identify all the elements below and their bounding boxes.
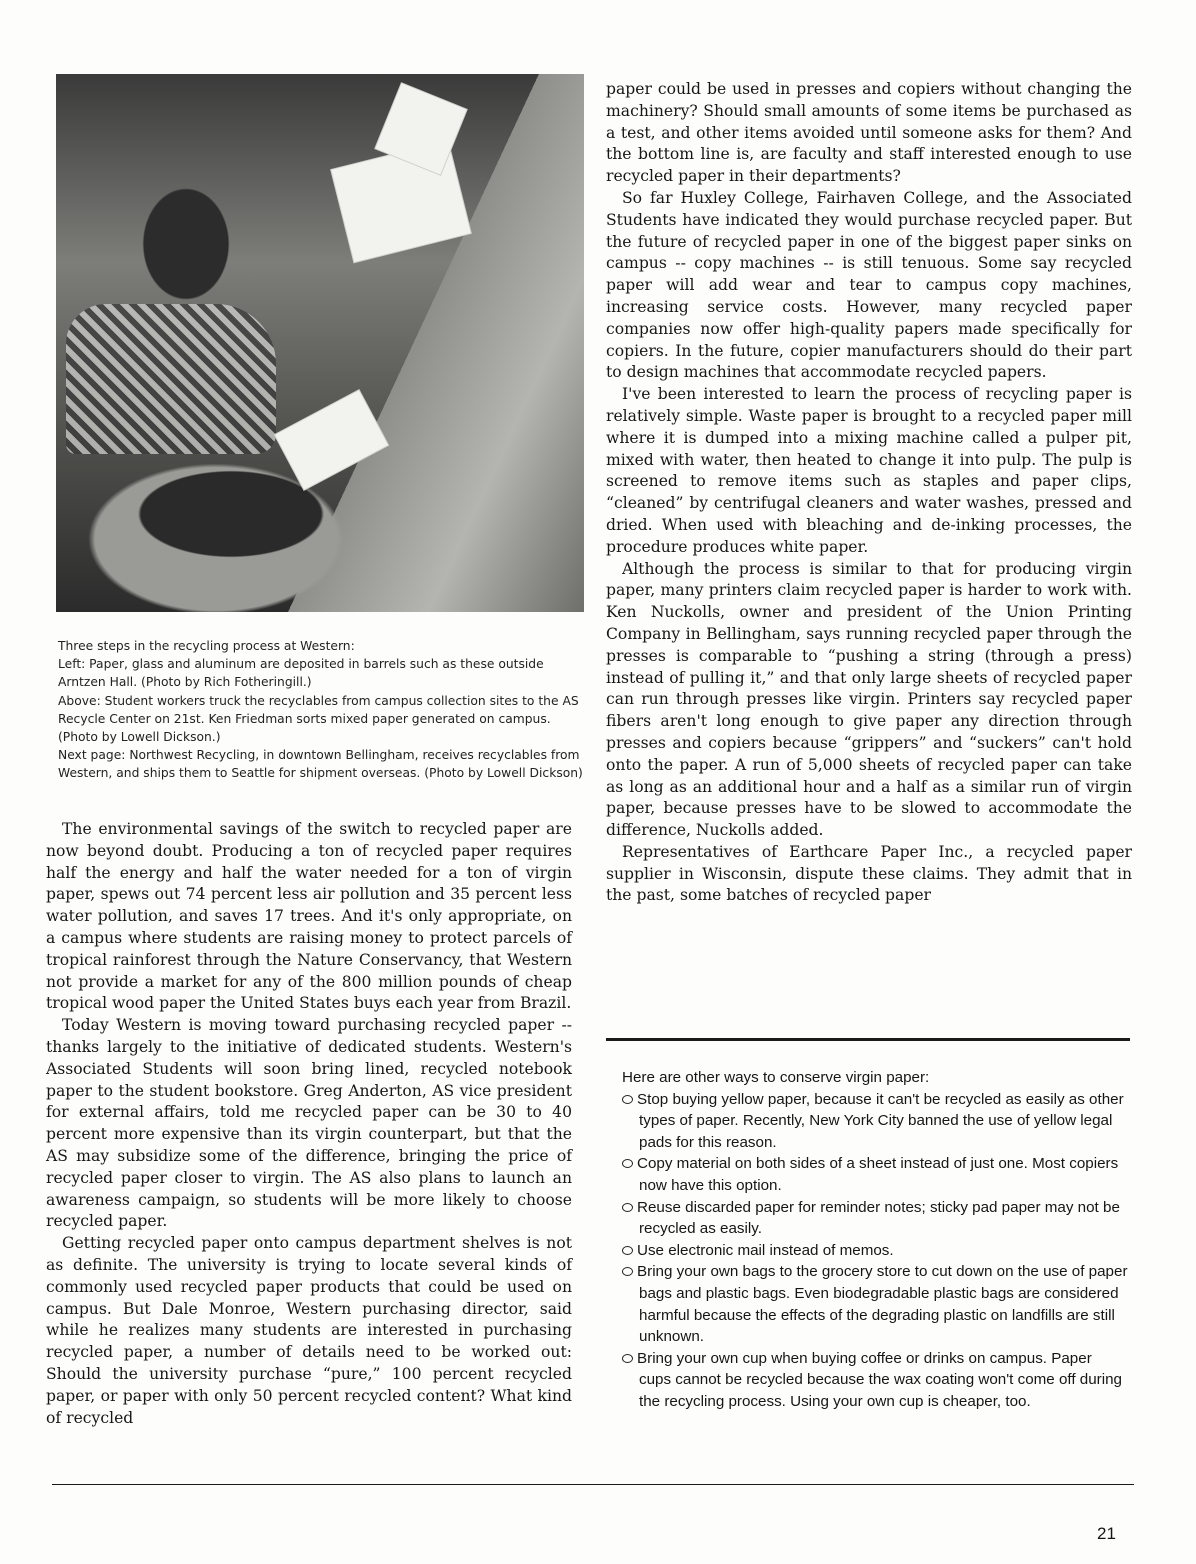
circle-bullet-icon — [622, 1267, 633, 1276]
circle-bullet-icon — [622, 1095, 633, 1104]
list-item: Bring your own cup when buying coffee or drinks on campus. Paper cups cannot be recycled because the wax coating won't come off during the recycling process. Using your own cup is cheaper, too. — [622, 1348, 1128, 1413]
sidebar-heading: Here are other ways to conserve virgin paper: — [622, 1069, 930, 1086]
photo-sweater-figure — [66, 304, 276, 454]
circle-bullet-icon — [622, 1354, 633, 1363]
photo-caption — [58, 637, 586, 783]
article-paragraph: I've been interested to learn the process of recycling paper is relatively simple. Waste paper is brought to a recycled paper mill where it is dumped into a mixing machine called a pulper pit, mixed with water, then heated to change it into pulp. The pulp is screened to remove items such as staples and paper clips, “cleaned” by centrifugal cleaners and water washes, pressed and dried. When used with bleaching and de-inking processes, the procedure produces white paper. — [606, 385, 1132, 556]
conservation-tips-sidebar — [622, 1067, 1128, 1413]
page-bottom-rule — [52, 1484, 1134, 1485]
article-paragraph: paper could be used in presses and copiers without changing the machinery? Should small amounts of some items be purchased as a test, and other items avoided until someone asks for them? And the bottom line is, are faculty and staff interested enough to use recycled paper in their departments? — [606, 80, 1132, 186]
article-paragraph: Representatives of Earthcare Paper Inc., a recycled paper supplier in Wisconsin, dispute these claims. They admit that in the past, some batches of recycled paper — [606, 842, 1132, 905]
article-paragraph: Although the process is similar to that for producing virgin paper, many printers claim recycled paper is harder to work with. Ken Nuckolls, owner and president of the Union Printing Company in Bellingham, says running recycled paper through the presses is comparable to “pushing a string (through a press) instead of pulling it,” and that only large sheets of recycled paper can run through presses like virgin. Printers say recycled paper fibers aren't long enough to give paper any direction through presses and copiers because “grippers” and “suckers” can't hold onto the paper. A run of 5,000 sheets of recycled paper can take as long as an additional hour and a half as a similar run of virgin paper, because presses have to be slowed to accommodate the difference, Nuckolls added. — [606, 559, 1132, 840]
caption-intro: Three steps in the recycling process at Western: — [58, 639, 355, 653]
recycling-photo — [56, 74, 584, 612]
article-column-right — [606, 79, 1132, 907]
page-number: 21 — [1097, 1524, 1116, 1543]
tips-list — [622, 1089, 1128, 1413]
list-item: Use electronic mail instead of memos. — [622, 1240, 1128, 1262]
caption-next: Next page: Northwest Recycling, in downtown Bellingham, receives recyclables from Western, and ships them to Seattle for shipment overseas. (Photo by Lowell Dickson) — [58, 748, 583, 781]
article-paragraph: So far Huxley College, Fairhaven College, and the Associated Students have indicated they would purchase recycled paper. But the future of recycled paper in one of the biggest paper sinks on campus -- copy machines -- is still tenuous. Some say recycled paper will add wear and tear to campus copy machines, increasing service costs. However, many recycled paper companies now offer high-quality papers made specifically for copiers. In the future, copier manufacturers should do their part to design machines that accommodate recycled papers. — [606, 188, 1132, 382]
list-item: Copy material on both sides of a sheet instead of just one. Most copiers now have this option. — [622, 1153, 1128, 1196]
caption-left: Left: Paper, glass and aluminum are deposited in barrels such as these outside Arntzen Hall. (Photo by Rich Fotheringill.) — [58, 657, 544, 690]
article-column-left — [46, 819, 572, 1429]
article-paragraph: Getting recycled paper onto campus department shelves is not as definite. The university is trying to locate several kinds of commonly used recycled paper products that could be used on campus. But Dale Monroe, Western purchasing director, said while he realizes many students are interested in purchasing recycled paper, a number of details need to be worked out: Should the university purchase “pure,” 100 percent recycled paper, or paper with only 50 percent recycled content? What kind of recycled — [46, 1234, 572, 1427]
article-paragraph: The environmental savings of the switch to recycled paper are now beyond doubt. Producing a ton of recycled paper requires half the energy and half the water needed for a ton of virgin paper, spews out 74 percent less air pollution and 35 percent less water pollution, and saves 17 trees. And it's only appropriate, on a campus where students are raising money to protect parcels of tropical rainforest through the Nature Conservancy, that Western not provide a market for any of the 800 million pounds of cheap tropical wood paper the United States buys each year from Brazil. — [46, 820, 572, 1013]
circle-bullet-icon — [622, 1159, 633, 1168]
caption-above: Above: Student workers truck the recyclables from campus collection sites to the AS Recycle Center on 21st. Ken Friedman sorts mixed paper generated on campus. (Photo by Lowell Dickson.) — [58, 693, 579, 745]
circle-bullet-icon — [622, 1203, 633, 1212]
list-item: Reuse discarded paper for reminder notes; sticky pad paper may not be recycled as easily. — [622, 1197, 1128, 1240]
sidebar-top-rule — [606, 1038, 1130, 1041]
list-item: Stop buying yellow paper, because it can't be recycled as easily as other types of paper. Recently, New York City banned the use of yellow legal pads for this reason. — [622, 1089, 1128, 1154]
list-item: Bring your own bags to the grocery store to cut down on the use of paper bags and plastic bags. Even biodegradable plastic bags are considered harmful because the effects of the degrading plastic on landfills are still unknown. — [622, 1261, 1128, 1347]
circle-bullet-icon — [622, 1246, 633, 1255]
article-paragraph: Today Western is moving toward purchasing recycled paper -- thanks largely to the initiative of dedicated students. Western's Associated Students will soon bring lined, recycled notebook paper to the student bookstore. Greg Anderton, AS vice president for external affairs, told me recycled paper can be 30 to 40 percent more expensive than its virgin counterpart, but that the AS may subsidize some of the difference, bringing the price of recycled paper closer to virgin. The AS also plans to launch an awareness campaign, so students will be more likely to choose recycled paper. — [46, 1016, 572, 1231]
photo-paper-falling — [275, 390, 388, 489]
